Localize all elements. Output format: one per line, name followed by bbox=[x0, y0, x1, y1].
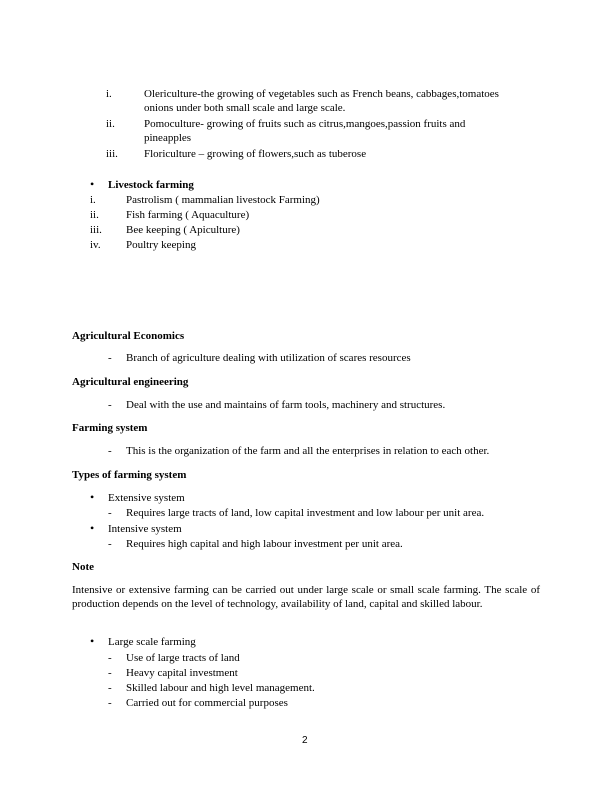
dash-icon: - bbox=[108, 682, 112, 694]
list-item-text: Floriculture – growing of flowers,such as tuberose bbox=[144, 148, 367, 160]
bullet-item-text: Intensive system bbox=[108, 523, 182, 535]
bullet-icon: • bbox=[90, 634, 95, 648]
definition-text: This is the organization of the farm and all the enterprises in relation to each other. bbox=[126, 445, 490, 457]
section-heading: Note bbox=[72, 561, 94, 573]
definition-text: Deal with the use and maintains of farm tools, machinery and structures. bbox=[126, 399, 446, 411]
dash-icon: - bbox=[108, 507, 112, 519]
list-num: iii. bbox=[90, 224, 102, 236]
list-item-text: Poultry keeping bbox=[126, 239, 196, 251]
bullet-item-text: Extensive system bbox=[108, 492, 185, 504]
livestock-title: Livestock farming bbox=[108, 179, 194, 191]
dash-icon: - bbox=[108, 667, 112, 679]
list-item-text: Carried out for commercial purposes bbox=[126, 697, 288, 709]
list-item-text: Olericulture-the growing of vegetables such as French beans, cabbages,tomatoes bbox=[144, 88, 499, 100]
list-num: ii. bbox=[106, 118, 115, 130]
list-item-text: Fish farming ( Aquaculture) bbox=[126, 209, 250, 221]
list-num: iii. bbox=[106, 148, 118, 160]
page-number: 2 bbox=[302, 735, 308, 746]
list-item-text: onions under both small scale and large scale. bbox=[144, 102, 346, 114]
dash-icon: - bbox=[108, 399, 112, 411]
definition-text: Branch of agriculture dealing with utilization of scares resources bbox=[126, 352, 411, 364]
list-item-text: Pomoculture- growing of fruits such as citrus,mangoes,passion fruits and bbox=[144, 118, 466, 130]
section-heading: Agricultural engineering bbox=[72, 376, 189, 388]
detail-text: Requires high capital and high labour investment per unit area. bbox=[126, 538, 403, 550]
bullet-icon: • bbox=[90, 490, 95, 504]
list-num: i. bbox=[106, 88, 112, 100]
dash-icon: - bbox=[108, 445, 112, 457]
dash-icon: - bbox=[108, 538, 112, 550]
list-item-text: pineapples bbox=[144, 132, 192, 144]
list-item-text: Skilled labour and high level management. bbox=[126, 682, 315, 694]
list-item-text: Bee keeping ( Apiculture) bbox=[126, 224, 240, 236]
section-heading: Types of farming system bbox=[72, 469, 187, 481]
dash-icon: - bbox=[108, 352, 112, 364]
bullet-item-text: Large scale farming bbox=[108, 636, 196, 648]
list-item-text: Pastrolism ( mammalian livestock Farming) bbox=[126, 194, 320, 206]
dash-icon: - bbox=[108, 697, 112, 709]
list-num: ii. bbox=[90, 209, 99, 221]
list-item-text: Use of large tracts of land bbox=[126, 652, 240, 664]
note-paragraph: Intensive or extensive farming can be carried out under large scale or small scale farming. The scale of production depends on the level of technology, availability of land, capital and skilled labour. bbox=[72, 584, 540, 610]
section-heading: Agricultural Economics bbox=[72, 330, 185, 342]
bullet-icon: • bbox=[90, 177, 95, 191]
detail-text: Requires large tracts of land, low capital investment and low labour per unit area. bbox=[126, 507, 485, 519]
bullet-icon: • bbox=[90, 521, 95, 535]
dash-icon: - bbox=[108, 652, 112, 664]
list-num: iv. bbox=[90, 239, 101, 251]
list-item-text: Heavy capital investment bbox=[126, 667, 238, 679]
section-heading: Farming system bbox=[72, 422, 148, 434]
list-num: i. bbox=[90, 194, 96, 206]
